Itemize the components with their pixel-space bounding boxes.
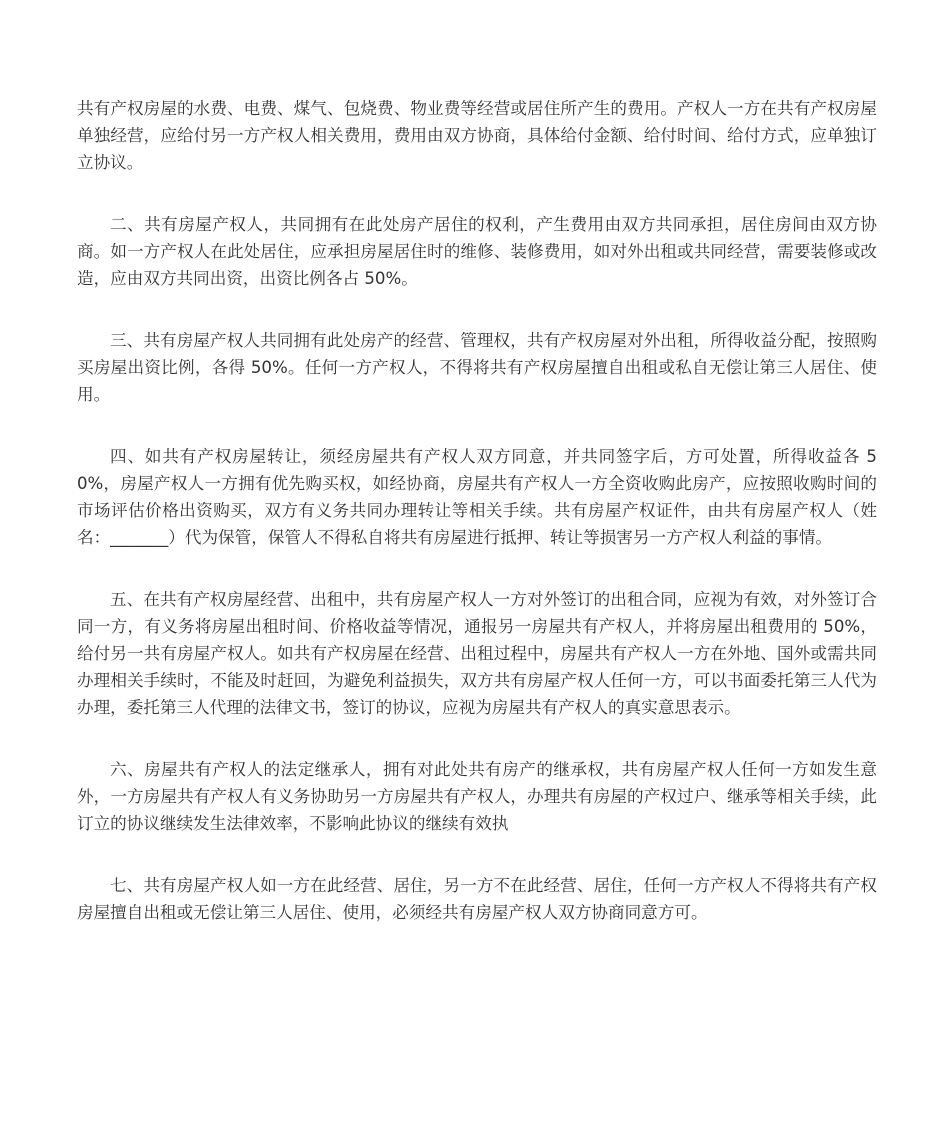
paragraph-clause-3: 三、共有房屋产权人共同拥有此处房产的经营、管理权，共有产权房屋对外出租，所得收益分配，按照购买房屋出资比例，各得 50%。任何一方产权人，不得将共有产权房屋擅自出租或私自无偿让第三人居住、使用。 xyxy=(77,331,877,404)
document-body xyxy=(77,95,877,961)
paragraph-clause-5: 五、在共有产权房屋经营、出租中，共有房屋产权人一方对外签订的出租合同，应视为有效，对外签订合同一方，有义务将房屋出租时间、价格收益等情况，通报另一房屋共有产权人，并将房屋出租费用的 50%，给付另一共有房屋产权人。如共有产权房屋在经营、出租过程中，房屋共有产权人一方在外地、国外或需共同办理相关手续时，不能及时赶回，为避免利益损失，双方共有房屋产权人任何一方，可以书面委托第三人代为办理，委托第三人代理的法律文书，签订的协议，应视为房屋共有产权人的真实意思表示。 xyxy=(77,590,877,717)
paragraph-fees: 共有产权房屋的水费、电费、煤气、包烧费、物业费等经营或居住所产生的费用。产权人一方在共有产权房屋单独经营，应给付另一方产权人相关费用，费用由双方协商，具体给付金额、给付时间、给付方式，应单独订立协议。 xyxy=(77,99,877,172)
paragraph-clause-6: 六、房屋共有产权人的法定继承人，拥有对此处共有房产的继承权，共有房屋产权人任何一方如发生意外，一方房屋共有产权人有义务协助另一方房屋共有产权人，办理共有房屋的产权过户、继承等相关手续，此订立的协议继续发生法律效率，不影响此协议的继续有效执 xyxy=(77,760,877,833)
paragraph-clause-7: 七、共有房屋产权人如一方在此经营、居住，另一方不在此经营、居住，任何一方产权人不得将共有产权房屋擅自出租或无偿让第三人居住、使用，必须经共有房屋产权人双方协商同意方可。 xyxy=(77,876,877,922)
paragraph-clause-2: 二、共有房屋产权人，共同拥有在此处房产居住的权利，产生费用由双方共同承担，居住房间由双方协商。如一方产权人在此处居住，应承担房屋居住时的维修、装修费用，如对外出租或共同经营，需要装修或改造，应由双方共同出资，出资比例各占 50%。 xyxy=(77,215,877,288)
paragraph-clause-4: 四、如共有产权房屋转让，须经房屋共有产权人双方同意，并共同签字后，方可处置，所得收益各 50%，房屋产权人一方拥有优先购买权，如经协商，房屋共有产权人一方全资收购此房产，应按照收购时间的市场评估价格出资购买，双方有义务共同办理转让等相关手续。共有房屋产权证件，由共有房屋产权人（姓名：_______）代为保管，保管人不得私自将共有房屋进行抵押、转让等损害另一方产权人利益的事情。 xyxy=(77,447,877,547)
